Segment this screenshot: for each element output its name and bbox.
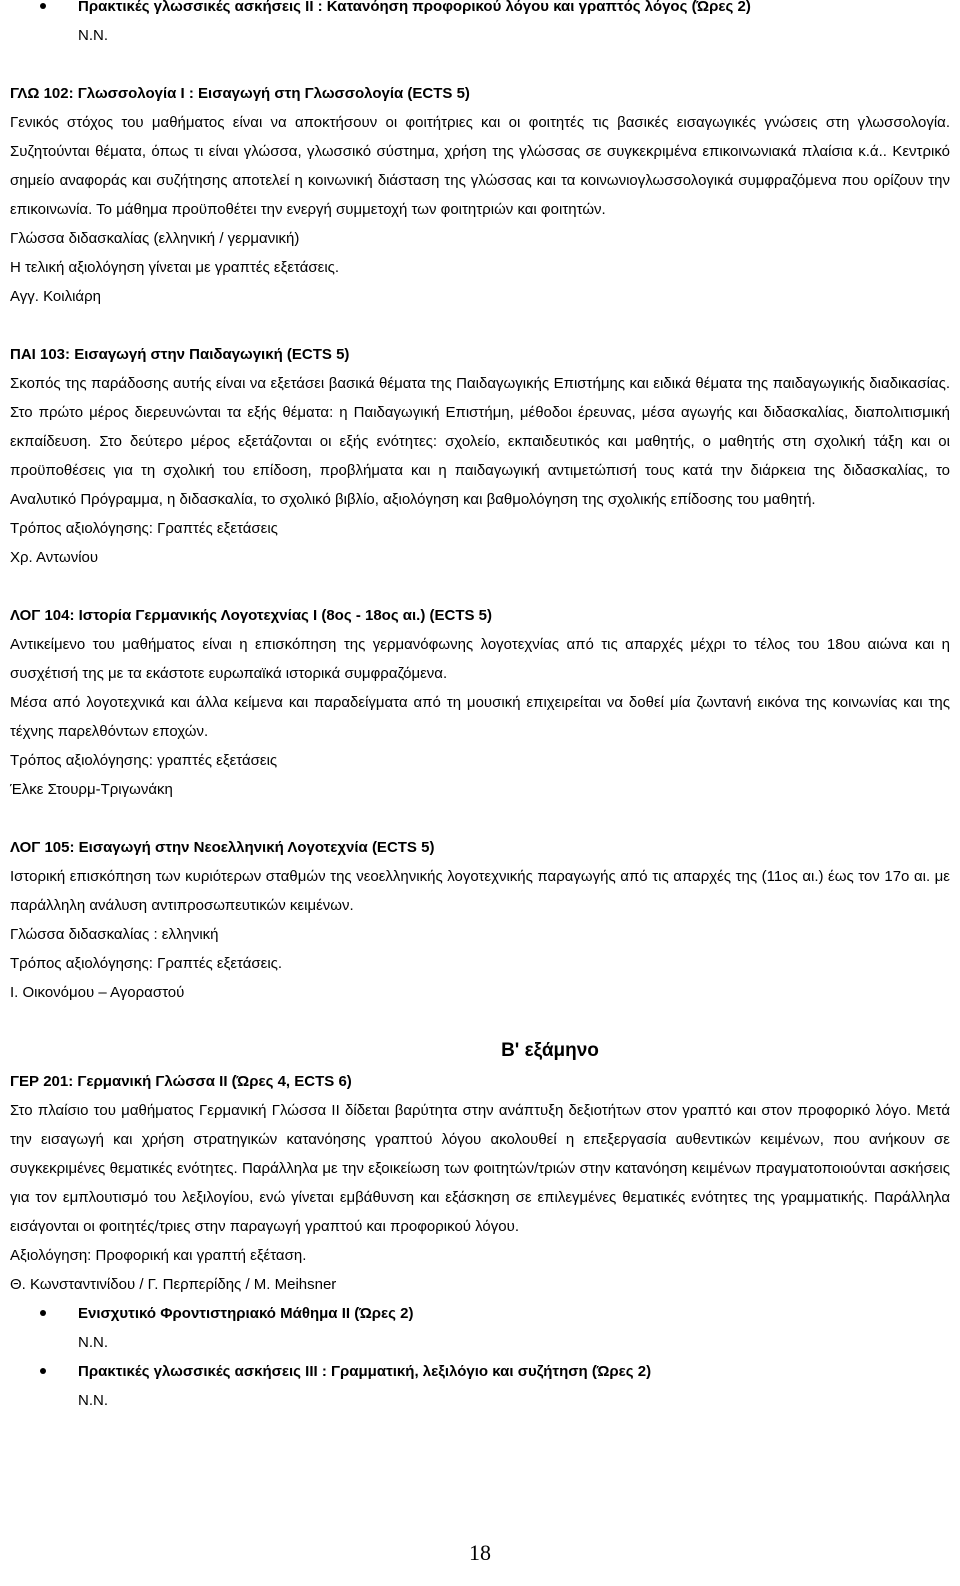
course-assessment: Η τελική αξιολόγηση γίνεται με γραπτές εξετάσεις. (10, 259, 340, 276)
course-title: ΠΑΙ 103: Εισαγωγή στην Παιδαγωγική (ECTS 5) (10, 346, 350, 363)
course-assessment: Τρόπος αξιολόγησης: Γραπτές εξετάσεις. (10, 955, 283, 972)
bullet-item-title: Πρακτικές γλωσσικές ασκήσεις ΙΙ : Κατανόηση προφορικού λόγου και γραπτός λόγος (Ώρες 2) (78, 0, 751, 15)
bullet-item-remedial-tutorial-ii (78, 1299, 960, 1357)
bullet-icon (40, 1368, 46, 1374)
course-log-104 (10, 601, 950, 804)
course-assessment: Τρόπος αξιολόγησης: γραπτές εξετάσεις (10, 752, 278, 769)
course-description: Αντικείμενο του μαθήματος είναι η επισκόπηση της γερμανόφωνης λογοτεχνίας από τις απαρχές μέχρι το τέλος του 18ου αιώνα και η συσχέτισή της με τα εκάστοτε ευρωπαϊκά ιστορικά συμφραζόμενα. (10, 636, 950, 682)
course-description-continued: Μέσα από λογοτεχνικά και άλλα κείμενα και παραδείγματα από τη μουσική επιχειρείται να δοθεί μία ζωντανή εικόνα της κοινωνίας και της τέχνης παρελθόντων εποχών. (10, 694, 950, 740)
course-glo-102 (10, 79, 950, 311)
course-instructor: Ι. Οικονόμου – Αγοραστού (10, 984, 185, 1001)
course-title: ΛΟΓ 105: Εισαγωγή στην Νεοελληνική Λογοτεχνία (ECTS 5) (10, 839, 435, 856)
course-ger-201 (10, 1067, 950, 1299)
course-instructor: Χρ. Αντωνίου (10, 549, 99, 566)
course-log-105 (10, 833, 950, 1007)
course-instructor: Αγγ. Κοιλιάρη (10, 288, 101, 305)
bullet-item-instructor: Ν.Ν. (78, 27, 108, 44)
course-title: ΓΛΩ 102: Γλωσσολογία Ι : Εισαγωγή στη Γλωσσολογία (ECTS 5) (10, 85, 470, 102)
course-instructor: Θ. Κωνσταντινίδου / Γ. Περπερίδης / Μ. Meihsner (10, 1276, 337, 1293)
bullet-item-practical-exercises-ii (78, 0, 960, 50)
course-description: Σκοπός της παράδοσης αυτής είναι να εξετάσει βασικά θέματα της Παιδαγωγικής Επιστήμης και ειδικά θέματα της παιδαγωγικής διαδικασίας. Στο πρώτο μέρος διερευνώνται τα εξής θέματα: η Παιδαγωγική Επιστήμη, μέθοδοι έρευνας, μέσα αγωγής και διδασκαλίας, διαπολιτισμική εκπαίδευση. Στο δεύτερο μέρος εξετάζονται οι εξής ενότητες: σχολείο, εκπαιδευτικός και μαθητής, ο μαθητής στη σχολική τάξη και οι προϋποθέσεις για τη σχολική του επίδοση, προβλήματα και η παιδαγωγική αντιμετώπισή τους κατά την διάρκεια της διδασκαλίας, το Αναλυτικό Πρόγραμμα, η διδασκαλία, το σχολικό βιβλίο, αξιολόγηση και βαθμολόγηση της σχολικής επίδοσης του μαθητή. (10, 375, 950, 508)
course-instructor: Έλκε Στουρμ-Τριγωνάκη (10, 781, 173, 798)
bullet-item-practical-exercises-iii (78, 1357, 960, 1415)
course-title: ΓΕΡ 201: Γερμανική Γλώσσα ΙΙ (Ώρες 4, ECTS 6) (10, 1073, 352, 1090)
course-language: Γλώσσα διδασκαλίας (ελληνική / γερμανική) (10, 230, 300, 247)
bullet-icon (40, 3, 46, 9)
bullet-item-instructor: Ν.Ν. (78, 1392, 108, 1409)
bullet-item-title: Πρακτικές γλωσσικές ασκήσεις ΙΙΙ : Γραμματική, λεξιλόγιο και συζήτηση (Ώρες 2) (78, 1363, 652, 1380)
course-description: Ιστορική επισκόπηση των κυριότερων σταθμών της νεοελληνικής λογοτεχνικής παραγωγής από τις απαρχές της (11ος αι.) έως τον 17ο αι. με παράλληλη ανάλυση αντιπροσωπευτικών κειμένων. (10, 868, 950, 914)
semester-heading: Β' εξάμηνο (501, 1040, 599, 1061)
course-description: Στο πλαίσιο του μαθήματος Γερμανική Γλώσσα ΙΙ δίδεται βαρύτητα στην ανάπτυξη δεξιοτήτων στον γραπτό και στον προφορικό λόγο. Μετά την εισαγωγή και χρήση στρατηγικών κατανόησης γραπτού λόγου ακολουθεί η επεξεργασία αυθεντικών κειμένων, που ανήκουν σε συγκεκριμένες θεματικές ενότητες. Παράλληλα με την εξοικείωση των φοιτητών/τριών στην κατανόηση κειμένων πραγματοποιούνται ασκήσεις για τον εμπλουτισμό του λεξιλογίου, ενώ γίνεται εμβάθυνση και εξάσκηση σε επιλεγμένες θεματικές ενότητες της γραμματικής. Παράλληλα εισάγονται οι φοιτητές/τριες στην παραγωγή γραπτού και προφορικού λόγου. (10, 1102, 950, 1235)
course-assessment: Τρόπος αξιολόγησης: Γραπτές εξετάσεις (10, 520, 278, 537)
course-title: ΛΟΓ 104: Ιστορία Γερμανικής Λογοτεχνίας Ι (8ος - 18ος αι.) (ECTS 5) (10, 607, 493, 624)
page-number: 18 (469, 1540, 491, 1565)
course-description: Γενικός στόχος του μαθήματος είναι να αποκτήσουν οι φοιτήτριες και οι φοιτητές τις βασικές εισαγωγικές γνώσεις στη γλωσσολογία. Συζητούνται θέματα, όπως τι είναι γλώσσα, γλωσσικό σύστημα, χρήση της γλώσσας σε συγκεκριμένα επικοινωνιακά πλαίσια κ.ά.. Κεντρικό σημείο αναφοράς και συζήτησης αποτελεί η κοινωνική διάσταση της γλώσσας και τα κοινωνιογλωσσολογικά συμφραζόμενα που ορίζουν την επικοινωνία. Το μάθημα προϋποθέτει την ενεργή συμμετοχή των φοιτητριών και φοιτητών. (10, 114, 950, 218)
course-assessment: Αξιολόγηση: Προφορική και γραπτή εξέταση. (10, 1247, 307, 1264)
bullet-item-instructor: Ν.Ν. (78, 1334, 108, 1351)
course-pai-103 (10, 340, 950, 572)
bullet-icon (40, 1310, 46, 1316)
bullet-item-title: Ενισχυτικό Φροντιστηριακό Μάθημα ΙΙ (Ώρες 2) (78, 1305, 414, 1322)
course-language: Γλώσσα διδασκαλίας : ελληνική (10, 926, 219, 943)
